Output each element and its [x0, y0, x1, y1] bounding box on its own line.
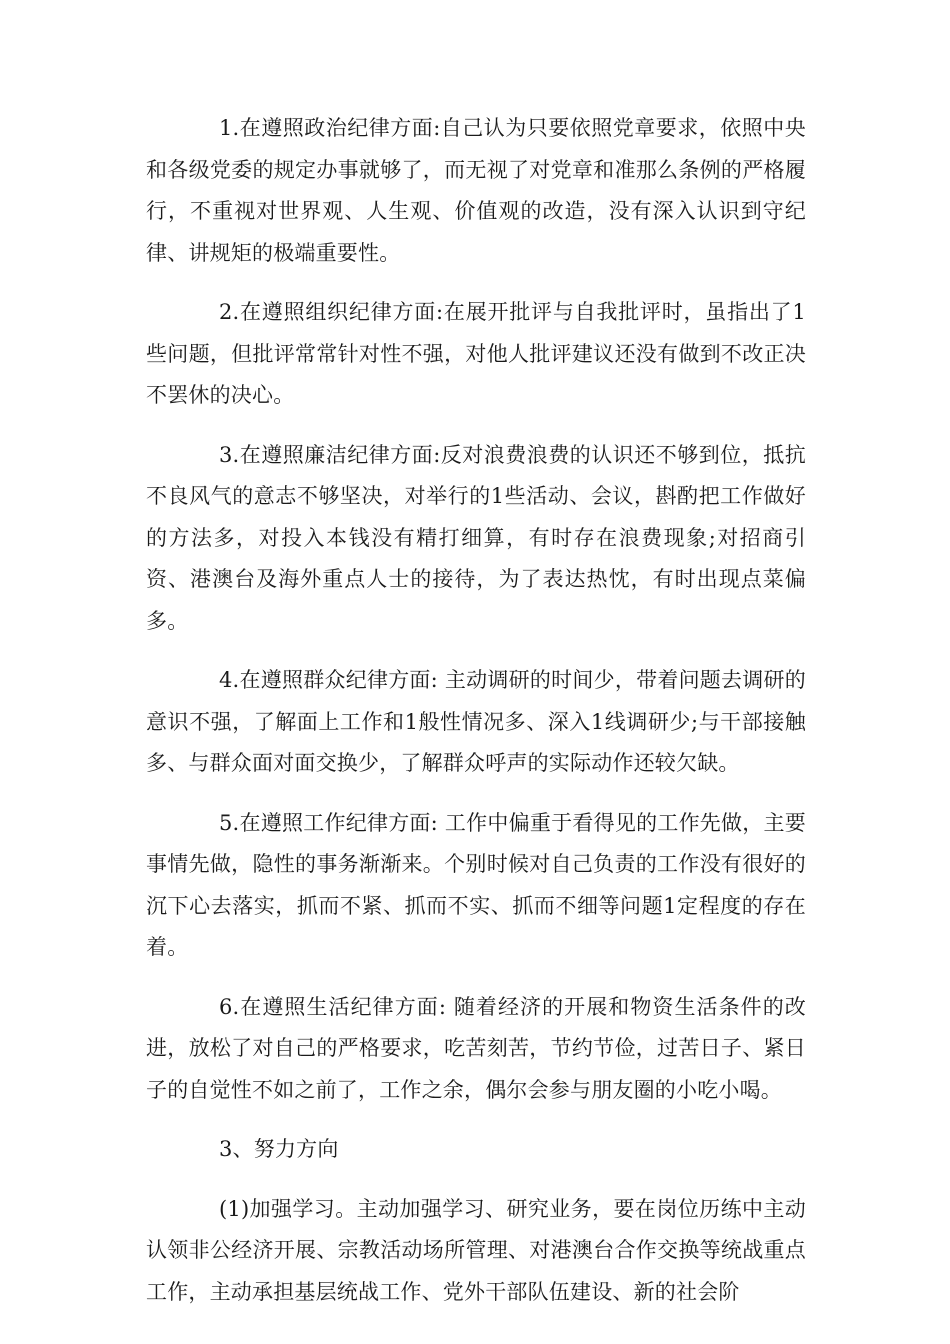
paragraph-work-discipline: 5.在遵照工作纪律方面: 工作中偏重于看得见的工作先做，主要事情先做，隐性的事务渐渐来。个别时候对自己负责的工作没有很好的沉下心去落实，抓而不紧、抓而不实、抓而不细等问题1定程度的存在着。	[146, 810, 806, 959]
section-heading-effort-direction: 3、努力方向	[219, 1137, 339, 1161]
paragraph-political-discipline: 1.在遵照政治纪律方面:自己认为只要依照党章要求，依照中央和各级党委的规定办事就够了，而无视了对党章和准那么条例的严格履行，不重视对世界观、人生观、价值观的改造，没有深入认识到守纪律、讲规矩的极端重要性。	[146, 116, 806, 265]
document-body	[146, 108, 806, 1331]
paragraph-organizational-discipline: 2.在遵照组织纪律方面:在展开批评与自我批评时，虽指出了1些问题，但批评常常针对性不强，对他人批评建议还没有做到不改正决不罢休的决心。	[146, 300, 806, 407]
paragraph-life-discipline: 6.在遵照生活纪律方面: 随着经济的开展和物资生活条件的改进，放松了对自己的严格要求，吃苦刻苦，节约节俭，过苦日子、紧日子的自觉性不如之前了，工作之余，偶尔会参与朋友圈的小吃小喝。	[146, 994, 806, 1102]
paragraph-integrity-discipline: 3.在遵照廉洁纪律方面:反对浪费浪费的认识还不够到位，抵抗不良风气的意志不够坚决，对举行的1些活动、会议，斟酌把工作做好的方法多，对投入本钱没有精打细算，有时存在浪费现象;对招商引资、港澳台及海外重点人士的接待，为了表达热忱，有时出现点菜偏多。	[146, 442, 806, 633]
paragraph-strengthen-study: (1)加强学习。主动加强学习、研究业务，要在岗位历练中主动认领非公经济开展、宗教活动场所管理、对港澳台合作交换等统战重点工作，主动承担基层统战工作、党外干部队伍建设、新的社会阶	[146, 1196, 806, 1304]
paragraph-mass-discipline: 4.在遵照群众纪律方面: 主动调研的时间少，带着问题去调研的意识不强，了解面上工作和1般性情况多、深入1线调研少;与干部接触多、与群众面对面交换少，了解群众呼声的实际动作还较欠缺。	[146, 668, 806, 775]
